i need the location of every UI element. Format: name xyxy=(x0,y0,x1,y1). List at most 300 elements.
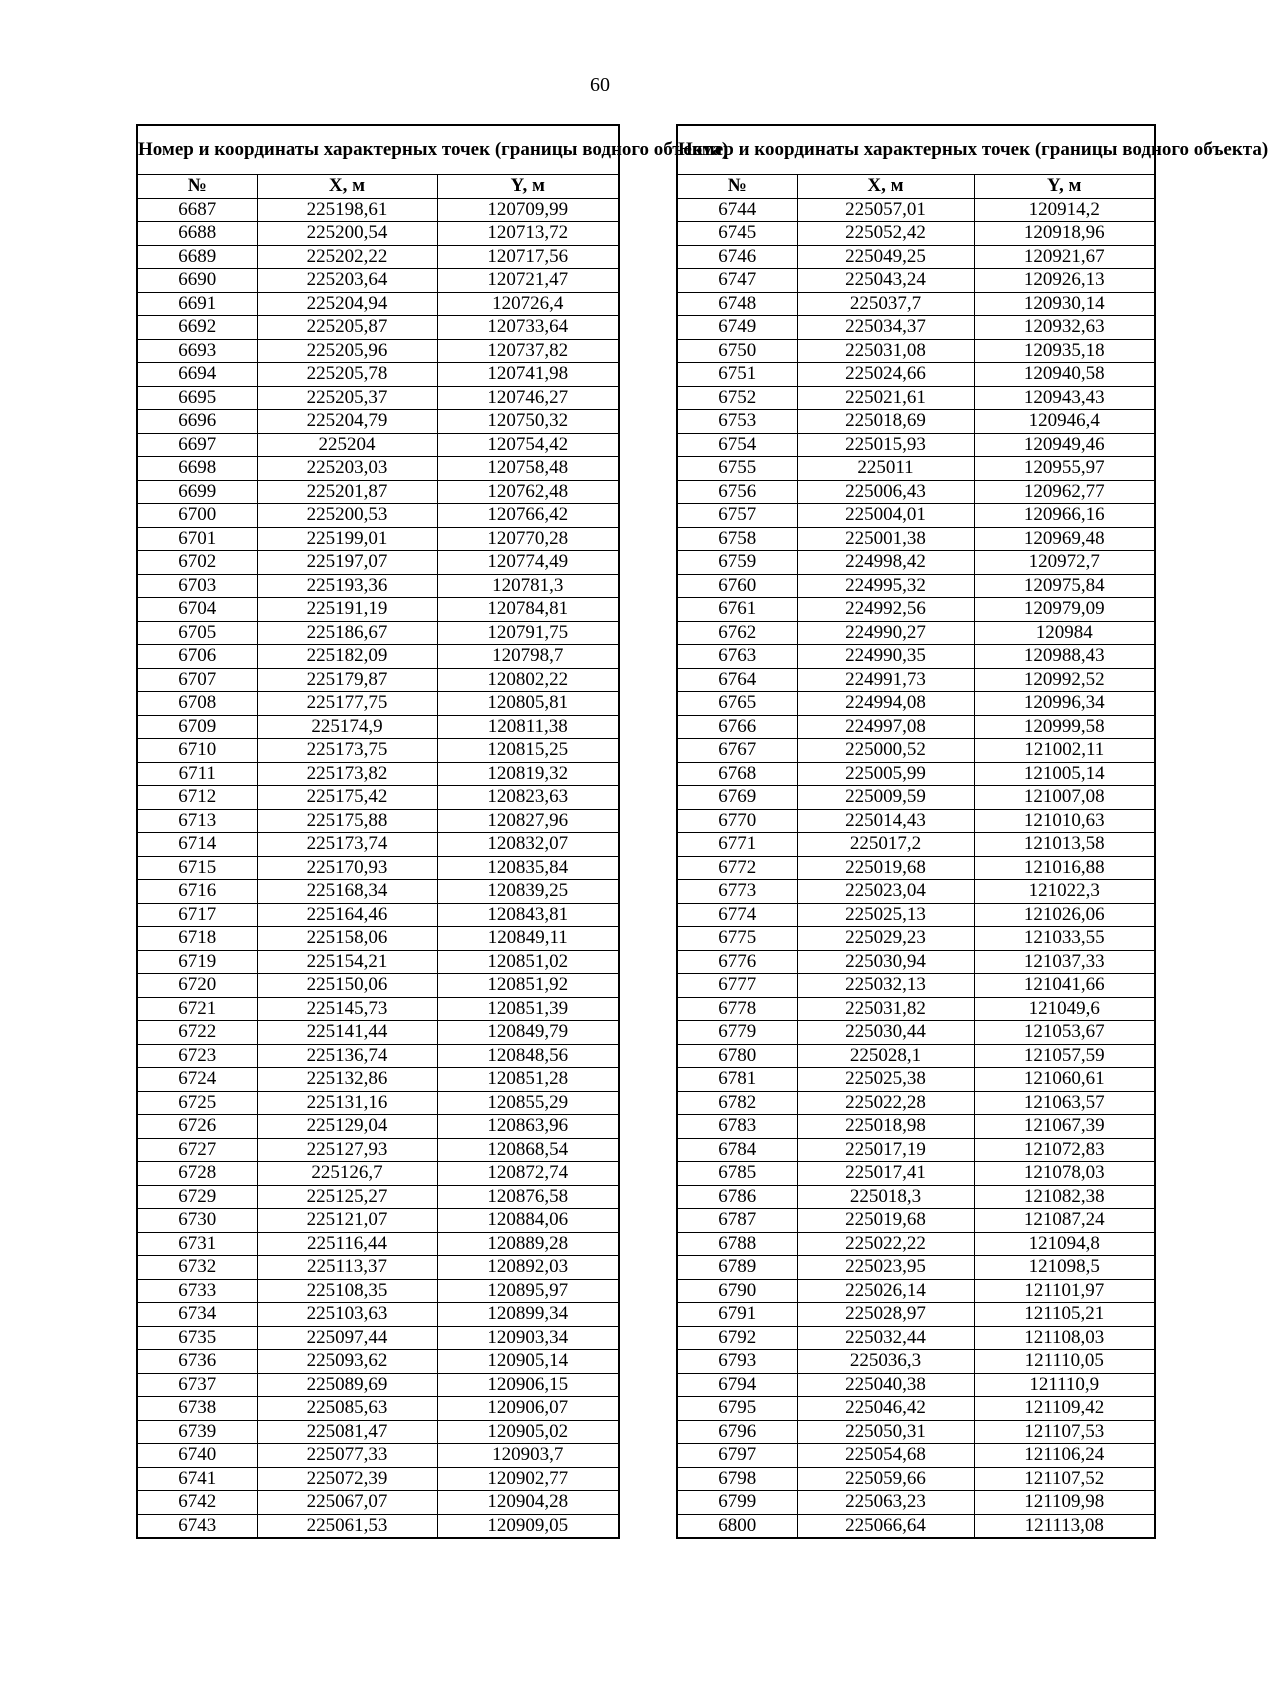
y-coordinate-cell: 120868,54 xyxy=(437,1138,619,1162)
table-row xyxy=(137,692,619,716)
x-coordinate-cell: 225089,69 xyxy=(257,1373,437,1397)
y-coordinate-cell: 121013,58 xyxy=(974,833,1155,857)
table-row xyxy=(137,245,619,269)
y-coordinate-cell: 121072,83 xyxy=(974,1138,1155,1162)
table-row xyxy=(137,1279,619,1303)
y-coordinate-cell: 120798,7 xyxy=(437,645,619,669)
y-coordinate-cell: 121060,61 xyxy=(974,1068,1155,1092)
table-row xyxy=(677,1491,1155,1515)
point-number-cell: 6754 xyxy=(677,433,797,457)
y-coordinate-cell: 120758,48 xyxy=(437,457,619,481)
table-row xyxy=(677,809,1155,833)
table-row xyxy=(137,762,619,786)
y-coordinate-cell: 120839,25 xyxy=(437,880,619,904)
table-row xyxy=(677,410,1155,434)
table-row xyxy=(137,645,619,669)
x-coordinate-cell: 225116,44 xyxy=(257,1232,437,1256)
point-number-cell: 6710 xyxy=(137,739,257,763)
x-coordinate-cell: 225024,66 xyxy=(797,363,974,387)
table-row xyxy=(677,880,1155,904)
table-row xyxy=(677,433,1155,457)
table-row xyxy=(677,480,1155,504)
table-row xyxy=(137,809,619,833)
y-coordinate-cell: 120946,4 xyxy=(974,410,1155,434)
point-number-cell: 6708 xyxy=(137,692,257,716)
table-row xyxy=(677,715,1155,739)
y-coordinate-cell: 121022,3 xyxy=(974,880,1155,904)
y-coordinate-cell: 120843,81 xyxy=(437,903,619,927)
column-header-y: Y, м xyxy=(437,175,619,199)
x-coordinate-cell: 225077,33 xyxy=(257,1444,437,1468)
y-coordinate-cell: 120855,29 xyxy=(437,1091,619,1115)
point-number-cell: 6698 xyxy=(137,457,257,481)
point-number-cell: 6767 xyxy=(677,739,797,763)
point-number-cell: 6789 xyxy=(677,1256,797,1280)
y-coordinate-cell: 120819,32 xyxy=(437,762,619,786)
table-row xyxy=(677,692,1155,716)
x-coordinate-cell: 225015,93 xyxy=(797,433,974,457)
y-coordinate-cell: 121067,39 xyxy=(974,1115,1155,1139)
y-coordinate-cell: 121107,52 xyxy=(974,1467,1155,1491)
point-number-cell: 6787 xyxy=(677,1209,797,1233)
y-coordinate-cell: 120999,58 xyxy=(974,715,1155,739)
x-coordinate-cell: 225168,34 xyxy=(257,880,437,904)
y-coordinate-cell: 121063,57 xyxy=(974,1091,1155,1115)
x-coordinate-cell: 225191,19 xyxy=(257,598,437,622)
point-number-cell: 6720 xyxy=(137,974,257,998)
table-row xyxy=(677,1397,1155,1421)
x-coordinate-cell: 224990,35 xyxy=(797,645,974,669)
point-number-cell: 6722 xyxy=(137,1021,257,1045)
table-row xyxy=(137,621,619,645)
table-row xyxy=(677,1256,1155,1280)
x-coordinate-cell: 225193,36 xyxy=(257,574,437,598)
table-row xyxy=(137,833,619,857)
y-coordinate-cell: 120713,72 xyxy=(437,222,619,246)
y-coordinate-cell: 121107,53 xyxy=(974,1420,1155,1444)
y-coordinate-cell: 120762,48 xyxy=(437,480,619,504)
point-number-cell: 6705 xyxy=(137,621,257,645)
x-coordinate-cell: 225050,31 xyxy=(797,1420,974,1444)
point-number-cell: 6696 xyxy=(137,410,257,434)
table-row xyxy=(137,1350,619,1374)
table-row xyxy=(677,927,1155,951)
y-coordinate-cell: 120979,09 xyxy=(974,598,1155,622)
point-number-cell: 6733 xyxy=(137,1279,257,1303)
x-coordinate-cell: 225030,44 xyxy=(797,1021,974,1045)
point-number-cell: 6796 xyxy=(677,1420,797,1444)
point-number-cell: 6694 xyxy=(137,363,257,387)
x-coordinate-cell: 224992,56 xyxy=(797,598,974,622)
table-row xyxy=(677,1467,1155,1491)
point-number-cell: 6751 xyxy=(677,363,797,387)
y-coordinate-cell: 120741,98 xyxy=(437,363,619,387)
y-coordinate-cell: 120884,06 xyxy=(437,1209,619,1233)
x-coordinate-cell: 224998,42 xyxy=(797,551,974,575)
table-row xyxy=(677,1444,1155,1468)
column-header-number: № xyxy=(137,175,257,199)
table-row xyxy=(137,292,619,316)
x-coordinate-cell: 225061,53 xyxy=(257,1514,437,1538)
table-row xyxy=(677,316,1155,340)
point-number-cell: 6693 xyxy=(137,339,257,363)
point-number-cell: 6766 xyxy=(677,715,797,739)
point-number-cell: 6797 xyxy=(677,1444,797,1468)
table-row xyxy=(677,833,1155,857)
point-number-cell: 6780 xyxy=(677,1044,797,1068)
y-coordinate-cell: 120835,84 xyxy=(437,856,619,880)
x-coordinate-cell: 225057,01 xyxy=(797,198,974,222)
table-row xyxy=(677,621,1155,645)
column-header-y: Y, м xyxy=(974,175,1155,199)
point-number-cell: 6741 xyxy=(137,1467,257,1491)
x-coordinate-cell: 225150,06 xyxy=(257,974,437,998)
table-row xyxy=(677,1373,1155,1397)
x-coordinate-cell: 225154,21 xyxy=(257,950,437,974)
x-coordinate-cell: 225019,68 xyxy=(797,1209,974,1233)
point-number-cell: 6738 xyxy=(137,1397,257,1421)
x-coordinate-cell: 225023,04 xyxy=(797,880,974,904)
x-coordinate-cell: 225005,99 xyxy=(797,762,974,786)
point-number-cell: 6768 xyxy=(677,762,797,786)
table-row xyxy=(137,1162,619,1186)
x-coordinate-cell: 225108,35 xyxy=(257,1279,437,1303)
x-coordinate-cell: 225009,59 xyxy=(797,786,974,810)
y-coordinate-cell: 121082,38 xyxy=(974,1185,1155,1209)
point-number-cell: 6764 xyxy=(677,668,797,692)
point-number-cell: 6689 xyxy=(137,245,257,269)
point-number-cell: 6729 xyxy=(137,1185,257,1209)
x-coordinate-cell: 225204 xyxy=(257,433,437,457)
y-coordinate-cell: 120918,96 xyxy=(974,222,1155,246)
table-row xyxy=(677,950,1155,974)
table-row xyxy=(137,1209,619,1233)
point-number-cell: 6699 xyxy=(137,480,257,504)
y-coordinate-cell: 120921,67 xyxy=(974,245,1155,269)
y-coordinate-cell: 121110,05 xyxy=(974,1350,1155,1374)
table-row xyxy=(137,527,619,551)
x-coordinate-cell: 225036,3 xyxy=(797,1350,974,1374)
x-coordinate-cell: 224990,27 xyxy=(797,621,974,645)
table-row xyxy=(677,1209,1155,1233)
table-row xyxy=(677,903,1155,927)
point-number-cell: 6749 xyxy=(677,316,797,340)
point-number-cell: 6775 xyxy=(677,927,797,951)
x-coordinate-cell: 225021,61 xyxy=(797,386,974,410)
y-coordinate-cell: 121087,24 xyxy=(974,1209,1155,1233)
table-row xyxy=(677,339,1155,363)
table-row xyxy=(677,974,1155,998)
x-coordinate-cell: 225040,38 xyxy=(797,1373,974,1397)
table-row xyxy=(137,1021,619,1045)
x-coordinate-cell: 225085,63 xyxy=(257,1397,437,1421)
y-coordinate-cell: 121049,6 xyxy=(974,997,1155,1021)
y-coordinate-cell: 121005,14 xyxy=(974,762,1155,786)
y-coordinate-cell: 120746,27 xyxy=(437,386,619,410)
y-coordinate-cell: 120863,96 xyxy=(437,1115,619,1139)
point-number-cell: 6761 xyxy=(677,598,797,622)
point-number-cell: 6709 xyxy=(137,715,257,739)
table-row xyxy=(137,410,619,434)
point-number-cell: 6750 xyxy=(677,339,797,363)
x-coordinate-cell: 224991,73 xyxy=(797,668,974,692)
x-coordinate-cell: 224997,08 xyxy=(797,715,974,739)
table-caption: Номер и координаты характерных точек (границы водного объекта) xyxy=(677,125,1155,175)
x-coordinate-cell: 225018,3 xyxy=(797,1185,974,1209)
table-row xyxy=(677,762,1155,786)
table-row xyxy=(677,1420,1155,1444)
y-coordinate-cell: 120899,34 xyxy=(437,1303,619,1327)
y-coordinate-cell: 120802,22 xyxy=(437,668,619,692)
y-coordinate-cell: 120717,56 xyxy=(437,245,619,269)
x-coordinate-cell: 225179,87 xyxy=(257,668,437,692)
point-number-cell: 6783 xyxy=(677,1115,797,1139)
table-row xyxy=(137,950,619,974)
y-coordinate-cell: 120904,28 xyxy=(437,1491,619,1515)
x-coordinate-cell: 225205,96 xyxy=(257,339,437,363)
table-row xyxy=(137,480,619,504)
coordinates-table-right xyxy=(676,124,1268,1539)
x-coordinate-cell: 225097,44 xyxy=(257,1326,437,1350)
table-row xyxy=(677,222,1155,246)
x-coordinate-cell: 224995,32 xyxy=(797,574,974,598)
y-coordinate-cell: 120827,96 xyxy=(437,809,619,833)
x-coordinate-cell: 225093,62 xyxy=(257,1350,437,1374)
point-number-cell: 6716 xyxy=(137,880,257,904)
y-coordinate-cell: 120832,07 xyxy=(437,833,619,857)
point-number-cell: 6765 xyxy=(677,692,797,716)
point-number-cell: 6724 xyxy=(137,1068,257,1092)
x-coordinate-cell: 225132,86 xyxy=(257,1068,437,1092)
table-row xyxy=(137,1256,619,1280)
table-row xyxy=(677,1350,1155,1374)
point-number-cell: 6773 xyxy=(677,880,797,904)
point-number-cell: 6760 xyxy=(677,574,797,598)
y-coordinate-cell: 120992,52 xyxy=(974,668,1155,692)
y-coordinate-cell: 120811,38 xyxy=(437,715,619,739)
table-row xyxy=(137,974,619,998)
x-coordinate-cell: 225158,06 xyxy=(257,927,437,951)
table-row xyxy=(137,339,619,363)
table-row xyxy=(677,598,1155,622)
point-number-cell: 6786 xyxy=(677,1185,797,1209)
x-coordinate-cell: 225063,23 xyxy=(797,1491,974,1515)
y-coordinate-cell: 120849,79 xyxy=(437,1021,619,1045)
x-coordinate-cell: 225103,63 xyxy=(257,1303,437,1327)
table-caption: Номер и координаты характерных точек (границы водного объекта) xyxy=(137,125,619,175)
point-number-cell: 6691 xyxy=(137,292,257,316)
table-row xyxy=(137,1397,619,1421)
point-number-cell: 6725 xyxy=(137,1091,257,1115)
point-number-cell: 6771 xyxy=(677,833,797,857)
point-number-cell: 6726 xyxy=(137,1115,257,1139)
x-coordinate-cell: 225023,95 xyxy=(797,1256,974,1280)
y-coordinate-cell: 120754,42 xyxy=(437,433,619,457)
x-coordinate-cell: 225200,54 xyxy=(257,222,437,246)
y-coordinate-cell: 121109,42 xyxy=(974,1397,1155,1421)
table-row xyxy=(137,1115,619,1139)
point-number-cell: 6757 xyxy=(677,504,797,528)
y-coordinate-cell: 121033,55 xyxy=(974,927,1155,951)
point-number-cell: 6715 xyxy=(137,856,257,880)
x-coordinate-cell: 225022,22 xyxy=(797,1232,974,1256)
y-coordinate-cell: 121098,5 xyxy=(974,1256,1155,1280)
y-coordinate-cell: 120876,58 xyxy=(437,1185,619,1209)
y-coordinate-cell: 120784,81 xyxy=(437,598,619,622)
table-row xyxy=(137,856,619,880)
point-number-cell: 6747 xyxy=(677,269,797,293)
point-number-cell: 6758 xyxy=(677,527,797,551)
table-row xyxy=(677,245,1155,269)
table-row xyxy=(137,1491,619,1515)
point-number-cell: 6728 xyxy=(137,1162,257,1186)
table-row xyxy=(137,1138,619,1162)
point-number-cell: 6772 xyxy=(677,856,797,880)
table-row xyxy=(137,1068,619,1092)
x-coordinate-cell: 225030,94 xyxy=(797,950,974,974)
table-row xyxy=(137,1373,619,1397)
table-row xyxy=(137,927,619,951)
x-coordinate-cell: 225164,46 xyxy=(257,903,437,927)
y-coordinate-cell: 120851,28 xyxy=(437,1068,619,1092)
y-coordinate-cell: 120851,39 xyxy=(437,997,619,1021)
x-coordinate-cell: 225034,37 xyxy=(797,316,974,340)
x-coordinate-cell: 225121,07 xyxy=(257,1209,437,1233)
table-row xyxy=(137,551,619,575)
x-coordinate-cell: 225203,03 xyxy=(257,457,437,481)
point-number-cell: 6745 xyxy=(677,222,797,246)
x-coordinate-cell: 225059,66 xyxy=(797,1467,974,1491)
point-number-cell: 6755 xyxy=(677,457,797,481)
point-number-cell: 6753 xyxy=(677,410,797,434)
point-number-cell: 6800 xyxy=(677,1514,797,1538)
point-number-cell: 6701 xyxy=(137,527,257,551)
point-number-cell: 6688 xyxy=(137,222,257,246)
table-row xyxy=(137,903,619,927)
x-coordinate-cell: 225200,53 xyxy=(257,504,437,528)
x-coordinate-cell: 225141,44 xyxy=(257,1021,437,1045)
y-coordinate-cell: 120905,02 xyxy=(437,1420,619,1444)
point-number-cell: 6687 xyxy=(137,198,257,222)
point-number-cell: 6782 xyxy=(677,1091,797,1115)
table-row xyxy=(677,1303,1155,1327)
y-coordinate-cell: 121105,21 xyxy=(974,1303,1155,1327)
point-number-cell: 6717 xyxy=(137,903,257,927)
x-coordinate-cell: 225052,42 xyxy=(797,222,974,246)
x-coordinate-cell: 225204,94 xyxy=(257,292,437,316)
table-row xyxy=(677,574,1155,598)
y-coordinate-cell: 120889,28 xyxy=(437,1232,619,1256)
table-row xyxy=(677,504,1155,528)
y-coordinate-cell: 121010,63 xyxy=(974,809,1155,833)
point-number-cell: 6723 xyxy=(137,1044,257,1068)
y-coordinate-cell: 121106,24 xyxy=(974,1444,1155,1468)
y-coordinate-cell: 120791,75 xyxy=(437,621,619,645)
x-coordinate-cell: 225175,88 xyxy=(257,809,437,833)
x-coordinate-cell: 225019,68 xyxy=(797,856,974,880)
table-row xyxy=(137,598,619,622)
x-coordinate-cell: 225018,69 xyxy=(797,410,974,434)
y-coordinate-cell: 120906,07 xyxy=(437,1397,619,1421)
point-number-cell: 6713 xyxy=(137,809,257,833)
point-number-cell: 6718 xyxy=(137,927,257,951)
x-coordinate-cell: 225136,74 xyxy=(257,1044,437,1068)
y-coordinate-cell: 120903,34 xyxy=(437,1326,619,1350)
point-number-cell: 6762 xyxy=(677,621,797,645)
y-coordinate-cell: 120815,25 xyxy=(437,739,619,763)
y-coordinate-cell: 120895,97 xyxy=(437,1279,619,1303)
table-row xyxy=(137,880,619,904)
y-coordinate-cell: 120949,46 xyxy=(974,433,1155,457)
table-row xyxy=(137,1044,619,1068)
table-row xyxy=(137,198,619,222)
point-number-cell: 6788 xyxy=(677,1232,797,1256)
x-coordinate-cell: 225014,43 xyxy=(797,809,974,833)
table-row xyxy=(677,1514,1155,1538)
x-coordinate-cell: 225018,98 xyxy=(797,1115,974,1139)
x-coordinate-cell: 225000,52 xyxy=(797,739,974,763)
point-number-cell: 6730 xyxy=(137,1209,257,1233)
point-number-cell: 6799 xyxy=(677,1491,797,1515)
y-coordinate-cell: 120984 xyxy=(974,621,1155,645)
x-coordinate-cell: 225028,1 xyxy=(797,1044,974,1068)
table-row xyxy=(677,786,1155,810)
point-number-cell: 6798 xyxy=(677,1467,797,1491)
y-coordinate-cell: 121108,03 xyxy=(974,1326,1155,1350)
x-coordinate-cell: 225004,01 xyxy=(797,504,974,528)
point-number-cell: 6770 xyxy=(677,809,797,833)
y-coordinate-cell: 120849,11 xyxy=(437,927,619,951)
table-row xyxy=(677,668,1155,692)
y-coordinate-cell: 120903,7 xyxy=(437,1444,619,1468)
x-coordinate-cell: 225025,38 xyxy=(797,1068,974,1092)
x-coordinate-cell: 225006,43 xyxy=(797,480,974,504)
point-number-cell: 6774 xyxy=(677,903,797,927)
x-coordinate-cell: 225205,37 xyxy=(257,386,437,410)
y-coordinate-cell: 120770,28 xyxy=(437,527,619,551)
point-number-cell: 6697 xyxy=(137,433,257,457)
y-coordinate-cell: 120726,4 xyxy=(437,292,619,316)
x-coordinate-cell: 225022,28 xyxy=(797,1091,974,1115)
x-coordinate-cell: 225113,37 xyxy=(257,1256,437,1280)
table-row xyxy=(137,1467,619,1491)
point-number-cell: 6695 xyxy=(137,386,257,410)
x-coordinate-cell: 225145,73 xyxy=(257,997,437,1021)
table-row xyxy=(137,316,619,340)
table-row xyxy=(677,1232,1155,1256)
x-coordinate-cell: 225025,13 xyxy=(797,903,974,927)
x-coordinate-cell: 225173,74 xyxy=(257,833,437,857)
y-coordinate-cell: 120909,05 xyxy=(437,1514,619,1538)
y-coordinate-cell: 120966,16 xyxy=(974,504,1155,528)
x-coordinate-cell: 225029,23 xyxy=(797,927,974,951)
point-number-cell: 6793 xyxy=(677,1350,797,1374)
x-coordinate-cell: 225175,42 xyxy=(257,786,437,810)
y-coordinate-cell: 121007,08 xyxy=(974,786,1155,810)
y-coordinate-cell: 121053,67 xyxy=(974,1021,1155,1045)
x-coordinate-cell: 225028,97 xyxy=(797,1303,974,1327)
point-number-cell: 6748 xyxy=(677,292,797,316)
point-number-cell: 6719 xyxy=(137,950,257,974)
point-number-cell: 6763 xyxy=(677,645,797,669)
point-number-cell: 6781 xyxy=(677,1068,797,1092)
point-number-cell: 6794 xyxy=(677,1373,797,1397)
y-coordinate-cell: 120926,13 xyxy=(974,269,1155,293)
point-number-cell: 6721 xyxy=(137,997,257,1021)
y-coordinate-cell: 120892,03 xyxy=(437,1256,619,1280)
x-coordinate-cell: 225170,93 xyxy=(257,856,437,880)
point-number-cell: 6702 xyxy=(137,551,257,575)
